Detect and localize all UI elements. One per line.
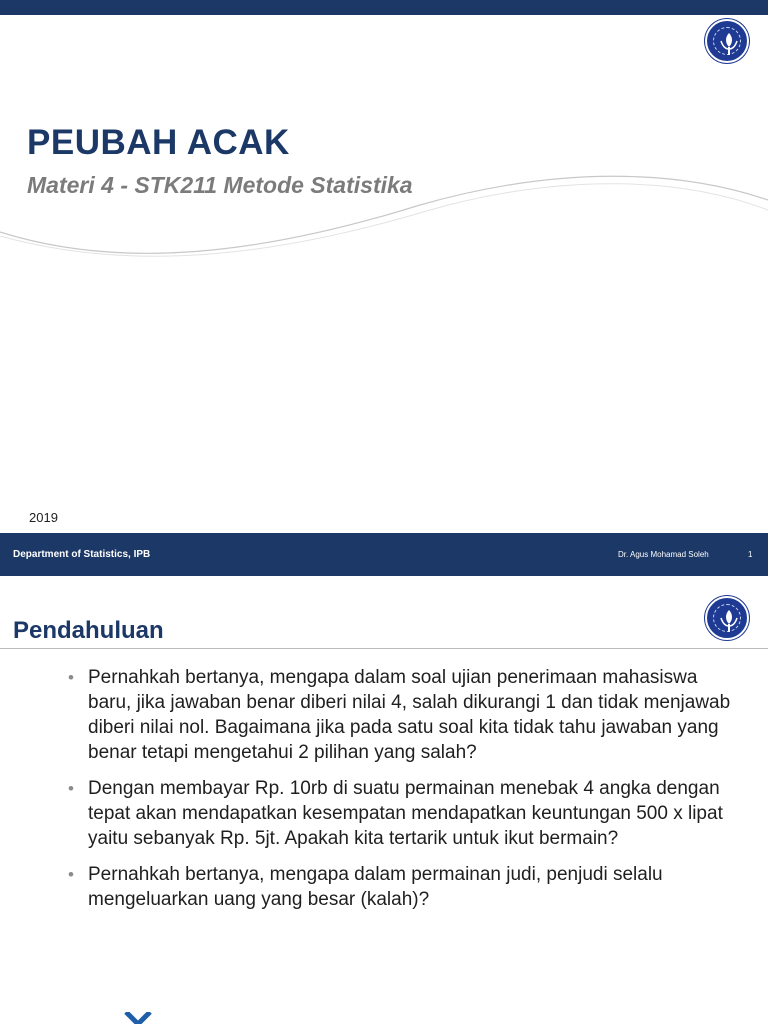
slide-title: PEUBAH ACAK bbox=[27, 123, 290, 162]
footer-bar bbox=[0, 533, 768, 576]
ipb-logo-icon bbox=[705, 596, 749, 640]
bullet-marker: • bbox=[68, 668, 74, 687]
section-title: Pendahuluan bbox=[13, 617, 164, 644]
bullet-text: Pernahkah bertanya, mengapa dalam permainan judi, penjudi selalu mengeluarkan uang yang besar (kalah)? bbox=[88, 864, 663, 910]
department-label: Department of Statistics, IPB bbox=[13, 549, 151, 560]
list-item bbox=[68, 665, 740, 765]
page-number: 1 bbox=[748, 550, 753, 559]
content-slide bbox=[0, 576, 768, 1024]
bullet-marker: • bbox=[68, 865, 74, 884]
bullet-text: Pernahkah bertanya, mengapa dalam soal ujian penerimaan mahasiswa baru, jika jawaban benar diberi nilai 4, salah dikurangi 1 dan tidak menjawab diberi nilai nol. Bagaimana jika pada satu soal kita tidak tahu jawaban yang benar tetapi mengetahui 2 pilihan yang salah? bbox=[88, 667, 731, 763]
author-label: Dr. Agus Mohamad Soleh bbox=[618, 550, 709, 559]
bullet-text: Dengan membayar Rp. 10rb di suatu permainan menebak 4 angka dengan tepat akan mendapatkan kesempatan mendapatkan keuntungan 500 x lipat yaitu sebanyak Rp. 5jt. Apakah kita tertarik untuk ikut bermain? bbox=[88, 778, 723, 849]
bullet-list bbox=[68, 665, 740, 923]
ipb-logo-icon bbox=[705, 19, 749, 63]
bullet-marker: • bbox=[68, 779, 74, 798]
year-label: 2019 bbox=[29, 510, 58, 525]
list-item bbox=[68, 862, 740, 912]
list-item bbox=[68, 776, 740, 851]
chevron-right-icon bbox=[124, 1012, 154, 1024]
top-bar bbox=[0, 0, 768, 15]
title-divider bbox=[0, 648, 768, 649]
slide-subtitle: Materi 4 - STK211 Metode Statistika bbox=[27, 172, 413, 198]
